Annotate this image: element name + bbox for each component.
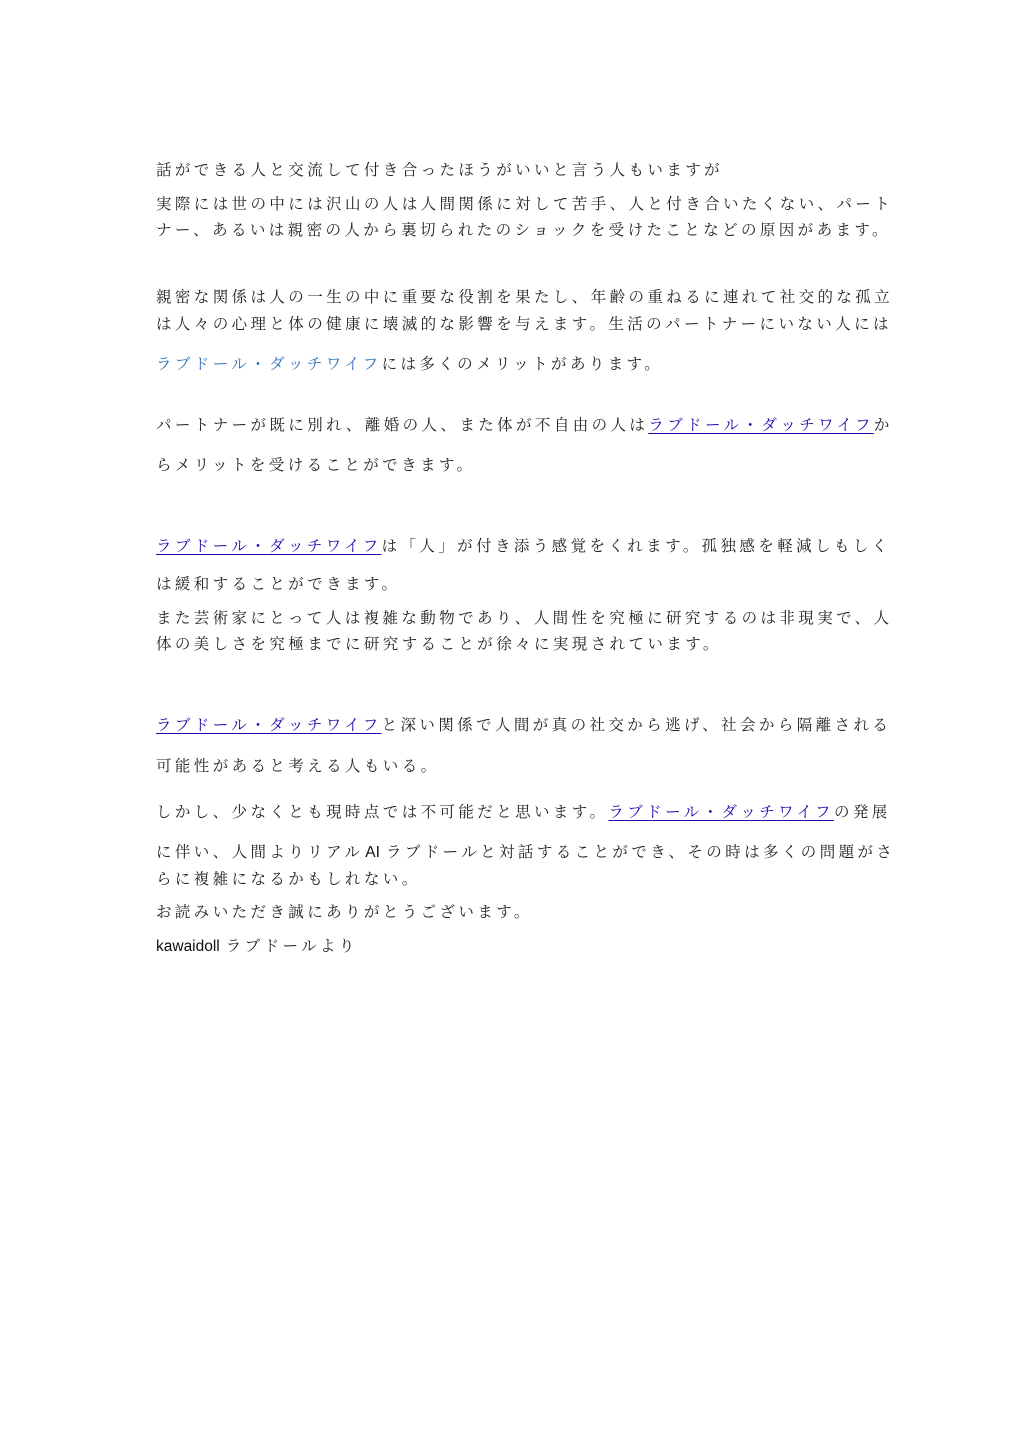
ai-term: AI [365, 844, 380, 861]
paragraph-4-line-1-text: は「人」が付き添う感覚をくれます。孤独感を軽減しもしく [381, 537, 891, 555]
paragraph-5-line-1-text: と深い関係で人間が真の社交から逃げ、社会から隔離される [381, 716, 892, 734]
paragraph-2-line-2: は人々の心理と体の健康に壊滅的な影響を与えます。生活のパートナーにいない人には [156, 315, 892, 333]
paragraph-2-line-3 [156, 352, 663, 376]
paragraph-5-line-1 [156, 713, 891, 737]
brand-name: kawaidoll [156, 938, 220, 955]
paragraph-1-line-2: 実際には世の中には沢山の人は人間関係に対して苦手、人と付き合いたくない、パート [156, 195, 894, 213]
paragraph-3-line-2: らメリットを受けることができます。 [156, 456, 476, 474]
paragraph-5-line-5: らに複雑になるかもしれない。 [156, 870, 421, 888]
paragraph-5-line-2: 可能性があると考える人もいる。 [156, 757, 440, 775]
paragraph-3-line-1 [156, 413, 893, 437]
paragraph-5-line-3-tail: の発展 [833, 803, 891, 821]
closing-thanks: お読みいただき誠にありがとうございます。 [156, 903, 533, 921]
dutch-wife-link-3[interactable]: ラブドール・ダッチワイフ [156, 537, 382, 555]
paragraph-3-line-1-tail: か [873, 416, 893, 434]
dutch-wife-link-5[interactable]: ラブドール・ダッチワイフ [608, 803, 834, 821]
paragraph-4-line-2: は緩和することができます。 [156, 575, 401, 593]
paragraph-1-line-1: 話ができる人と交流して付き合ったほうがいいと言う人もいますが [156, 161, 724, 179]
paragraph-1-line-3: ナー、あるいは親密の人から裏切られたのショックを受けたことなどの原因があます。 [156, 221, 891, 239]
paragraph-5-line-4 [156, 840, 895, 865]
paragraph-4-line-1 [156, 534, 891, 558]
dutch-wife-link-1[interactable]: ラブドール・ダッチワイフ [156, 355, 382, 373]
paragraph-4-line-3: また芸術家にとって人は複雑な動物であり、人間性を究極に研究するのは非現実で、人 [156, 609, 893, 627]
paragraph-5-line-3 [156, 800, 891, 824]
signature-text: ラブドールより [225, 937, 358, 955]
paragraph-3-line-1-text: パートナーが既に別れ、離婚の人、また体が不自由の人は [156, 416, 649, 434]
paragraph-2-line-3-text: には多くのメリットがあります。 [381, 355, 664, 373]
paragraph-5-line-3-text: しかし、少なくとも現時点では不可能だと思います。 [156, 803, 609, 821]
paragraph-5-line-4-tail: ラブドールと対話することができ、その時は多くの問題がさ [385, 843, 896, 861]
paragraph-5-line-4-text: に伴い、人間よりリアル [156, 843, 364, 861]
dutch-wife-link-4[interactable]: ラブドール・ダッチワイフ [156, 716, 382, 734]
paragraph-4-line-4: 体の美しさを究極までに研究することが徐々に実現されています。 [156, 635, 722, 653]
signature-line [156, 934, 358, 959]
dutch-wife-link-2[interactable]: ラブドール・ダッチワイフ [648, 416, 874, 434]
paragraph-2-line-1: 親密な関係は人の一生の中に重要な役割を果たし、年齢の重ねるに連れて社交的な孤立 [156, 288, 894, 306]
